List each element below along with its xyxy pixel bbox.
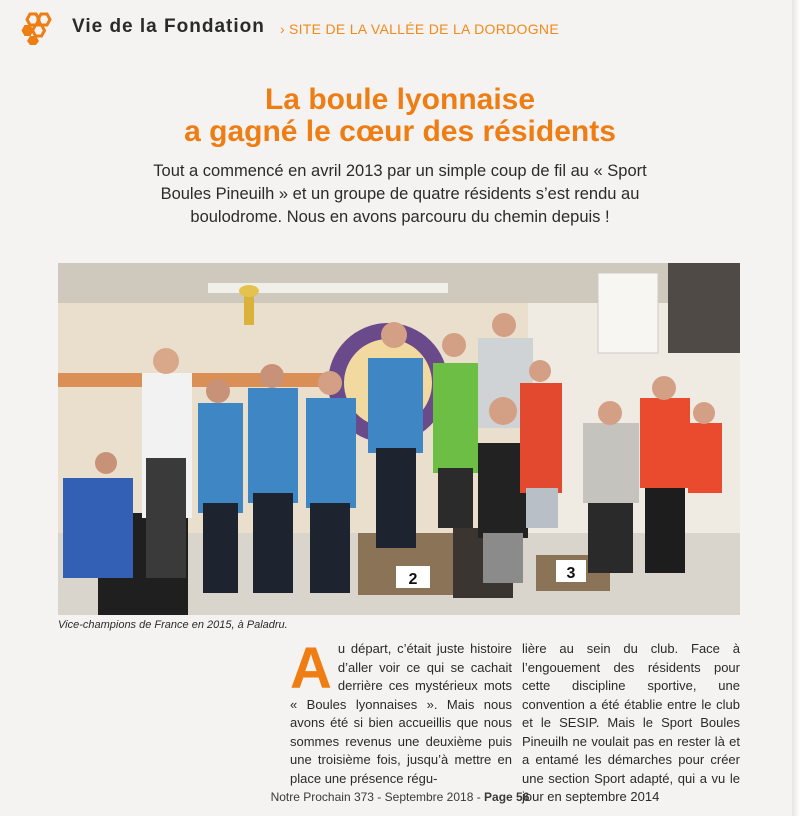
publication-info: Notre Prochain 373 - Septembre 2018 - [270,790,485,804]
body-column-2: lière au sein du club. Face à l’engouement des résidents pour cette discipline sportive, une convention a été établie entre le club et le SESIP. Mais le Sport Boules Pineuilh ne voulait pas en rester là et a entamé les démarches pour créer une section Sport adapté, qui a vu le jour en septembre 2014 [522,641,740,804]
article-photo [58,263,740,615]
chevron-right-icon: › [280,21,285,37]
headline-line-1: La boule lyonnaise [264,83,536,116]
article-headline [0,84,800,148]
page-number: Page 56 [484,790,530,804]
body-text-col1: u départ, c’était juste histoire d’aller voir ce qui se cachait derrière ces mystérieux mots « Boules lyonnaises ». Mais nous avons été si bien accueillis que nous sommes revenus une deuxième puis une troisième fois, jusqu’à mettre en place une présence régu- [290,641,512,786]
subsection-text: SITE DE LA VALLÉE DE LA DORDOGNE [288,21,559,37]
hexagon-cluster-icon [20,11,54,45]
podium-label-3: 3 [566,565,576,582]
subsection-label [280,21,559,37]
article-lede: Tout a commencé en avril 2013 par un simple coup de fil au « Sport Boules Pineuilh » et un groupe de quatre résidents s’est rendu au boulodrome. Nous en avons parcouru du chemin depuis ! [153,162,647,226]
headline-line-2: a gagné le cœur des résidents [184,115,616,148]
section-title: Vie de la Fondation [72,16,265,37]
podium-label-2: 2 [408,571,418,588]
dropcap-letter: A [290,636,332,701]
photo-caption: Vice-champions de France en 2015, à Paladru. [58,619,288,631]
body-column-1 [290,636,512,788]
page-footer [0,790,800,804]
